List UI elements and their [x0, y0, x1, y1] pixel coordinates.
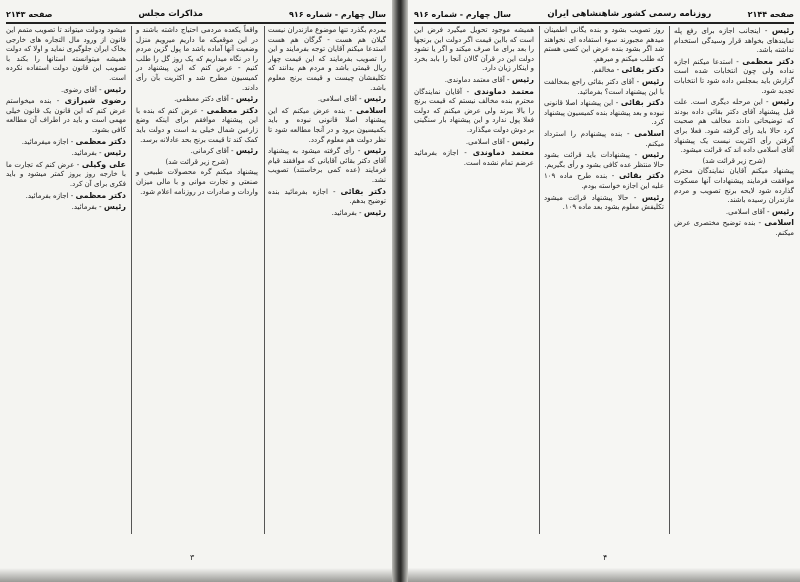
paragraph-text: واقعاً یکعده مردمی احتیاج داشته باشند و در این موقعیکه ما داریم میرویم منزل وضعیت آنها آماده باشد ما پول گزین مردم را در نگاه میداریم که یک روز گل را طلب کنیم - عرض کنم که این پیشنهاد در کمیسیون مطرح شد و اکثریت بآن رأی دادند. — [136, 26, 258, 92]
paragraph — [414, 75, 534, 86]
issue-number: سال چهارم - شماره ۹۱۶ — [414, 9, 512, 19]
paragraph-text: - این پیشنهاد اصلا قانونی نبوده و بعد پیشنهاد بنده کمیسیون پیشنهاد کرد. — [544, 99, 664, 127]
speaker-name: رئیس — [103, 148, 126, 158]
left-page — [0, 0, 392, 582]
paragraph-text: - آقای کرمانی. — [190, 147, 234, 156]
section-title: مذاکرات مجلس — [138, 9, 204, 19]
paragraph — [674, 207, 794, 218]
paragraph-text: - آقای دکتر بقائی راجع بمخالفت با این پیشنهاد است؟ بفرمائید. — [544, 77, 664, 96]
newspaper-title: روزنامه رسمی کشور شاهنشاهی ایران — [547, 9, 712, 19]
speaker-name: رئیس — [641, 150, 664, 160]
speaker-name: دکتر بقائی — [340, 186, 386, 196]
speaker-name: دکتر معظمی — [206, 105, 258, 115]
column — [6, 26, 126, 214]
paragraph — [6, 26, 126, 84]
paragraph — [136, 168, 258, 197]
paragraph — [6, 148, 126, 159]
paragraph-text: - بنده میخواستم عرض کنم که این قانون یک قانون خیلی مهمی است و باید در اطراف آن مطالعه کافی بشود. — [6, 97, 126, 134]
paragraph — [6, 137, 126, 148]
column-divider — [669, 26, 670, 534]
paragraph-text: (شرح زیر قرائت شد) — [165, 157, 229, 166]
paragraph — [674, 157, 794, 167]
paragraph-text: میشود ودولت میتواند تا تصویب متمم این قانون از ورود مال التجاره های خارجی بخاک ایران جلوگیری نماید و اولا که دولت همیشه میتوانسته استانها را بکند با تصویب این قانون دولت استفاده نکرده است. — [6, 26, 126, 82]
paragraph — [414, 148, 534, 168]
column — [544, 26, 664, 214]
paragraph — [674, 57, 794, 96]
paragraph-text: - بنده طرح ماده ۱۰۹ علیه این اجازه خواسته بودم. — [544, 172, 664, 190]
paragraph — [674, 218, 794, 238]
paragraph — [6, 160, 126, 190]
speaker-name: رضوی شیرازی — [64, 96, 126, 106]
paragraph-text: - آقای معتمد دماوندی. — [444, 75, 510, 84]
paragraph — [268, 94, 386, 105]
paragraph — [6, 202, 126, 213]
paragraph — [674, 26, 794, 56]
paragraph — [544, 77, 664, 97]
paragraph — [136, 94, 258, 105]
book-spine — [392, 0, 408, 582]
paragraph-text: - بفرمائید. — [331, 208, 362, 217]
paragraph-text: - اجازه بفرمائید. — [25, 191, 74, 200]
speaker-name: دکتر معظمی — [75, 190, 126, 200]
speaker-name: رئیس — [103, 84, 126, 94]
speaker-name: رئیس — [235, 146, 258, 156]
speaker-name: رئیس — [235, 94, 258, 104]
paragraph-text: - بفرمائید. — [71, 203, 102, 212]
paragraph-text: - بنده پیشنهادم را استرداد میکنم. — [544, 129, 664, 148]
right-page — [408, 0, 800, 582]
paragraph-text: - آقایان نمایندگان محترم بنده مخالف نیستم که قیمت برنج را بالا ببرند ولی عرض میکنم که دولت فعلا پول ندارد و این پیشنهاد بار سنگینی بر دوش دولت میگذارد. — [414, 87, 534, 134]
speaker-name: دکتر معظمی — [742, 56, 794, 66]
paragraph — [268, 208, 386, 219]
speaker-name: دکتر بقائی — [618, 171, 664, 181]
paragraph — [544, 171, 664, 191]
paragraph — [268, 146, 386, 185]
paragraph — [544, 65, 664, 76]
paragraph — [674, 167, 794, 205]
paragraph-text: - بنده توضیح مختصری عرض میکنم. — [674, 219, 794, 237]
paragraph-text: - رأی گرفته میشود به پیشنهاد آقای دکتر بقائی آقایانی که موافقند قیام فرمایند (عده کمی برخاستند) تصویب نشد. — [268, 147, 386, 184]
speaker-name: اسلامی — [764, 218, 794, 228]
paragraph — [268, 187, 386, 207]
paragraph-text: - آقای اسلامی. — [317, 95, 362, 104]
column — [674, 26, 794, 239]
column — [414, 26, 534, 169]
paragraph — [268, 106, 386, 145]
speaker-name: رئیس — [771, 26, 794, 35]
paragraph-text: - استدعا میکنم اجازه نداده ولی چون انتخابات شده است گزارش باید بمجلس داده شود تا انتخابات تجدید شود. — [674, 57, 794, 95]
paragraph — [6, 191, 126, 202]
paragraph-text: - اجازه بفرمائید بنده توضیح بدهم. — [268, 187, 386, 206]
paragraph-text: روز تصویب بشود و بنده یگانی اطمینان میدهم مجبورند سوء استفاده ای نخواهند شد اگر بشود بنده عرض این کسی هستم که طلب میکنم و میرهم. — [544, 26, 664, 63]
speaker-name: رئیس — [363, 207, 386, 217]
paragraph-text: - آقای اسلامی. — [465, 137, 510, 146]
paragraph-text: - عرض کنم که تجارت ما با خارجه روز بروز کمتر میشود و باید فکری برای آن کرد. — [6, 160, 126, 188]
speaker-name: رئیس — [511, 136, 534, 146]
speaker-name: رئیس — [641, 192, 664, 202]
speaker-name: دکتر معظمی — [75, 136, 126, 146]
folio: ۴ — [603, 553, 608, 562]
paragraph — [544, 98, 664, 128]
speaker-name: اسلامی — [356, 105, 386, 115]
speaker-name: اسلامی — [634, 128, 664, 138]
column-divider — [264, 26, 265, 534]
speaker-name: دکتر بقائی — [621, 65, 664, 75]
speaker-name: دکتر بقائی — [620, 98, 664, 108]
paragraph-text: - حالا پیشنهاد قرائت میشود تکلیفش معلوم بشود بعد ماده ۱۰۹. — [544, 193, 664, 212]
paragraph — [414, 26, 534, 74]
paragraph-text: - مخالفم. — [591, 66, 620, 75]
paragraph — [544, 193, 664, 213]
column — [268, 26, 386, 219]
page-header — [6, 6, 386, 24]
column-divider — [131, 26, 132, 534]
speaker-name: معتمد دماوندی — [472, 148, 534, 158]
paragraph-text: - آقای رضوی. — [61, 85, 102, 94]
speaker-name: رئیس — [363, 146, 387, 156]
column — [136, 26, 258, 198]
speaker-name: معتمد دماوندی — [473, 86, 535, 96]
paragraph-text: - اینجانب اجازه برای رفع پله نمایندهای بخواهد قرار وسیدگی استخدام نداشته باشد. — [674, 27, 794, 55]
page-header — [414, 6, 794, 24]
paragraph-text: - آقای دکتر معظمی. — [174, 95, 234, 104]
paragraph-text: - این مرحله دیگری است. علت قبل پیشنهاد آقای دکتر بقائی داده بودند که توضیحاتی دادند مخالف هم صحبت کرد حالا باید رأی گرفته شود. فعلا برای گرفتن رأی اکثریت نیست یک پیشنهاد آقای اسلامی داده اند که قرائت میشود. — [674, 98, 794, 155]
speaker-name: رئیس — [641, 76, 664, 86]
paragraph — [268, 26, 386, 93]
paragraph-text: - بنده عرض میکنم که این پیشنهاد اصلا قانونی نبوده و باید بکمیسیون برود و در آنجا مطالعه شود تا نظر دولت هم معلوم گردد. — [268, 106, 386, 144]
paragraph-text: پیشنهاد میکنم گره محصولات طبیعی و صنعتی و تجارت موانی و با مالی میزان واردات و صادرات در روزنامه اعلام شود. — [136, 168, 258, 196]
speaker-name: علی وکیلی — [81, 159, 127, 169]
paragraph-text: پیشنهاد میکنم آقایان نمایندگان محترم موافقت فرمایند پیشنهادات آنها مسکوت گذارده شود لایحه برنج تصویب و مردم مازندران رسیده باشند. — [674, 167, 794, 205]
paragraph — [544, 26, 664, 64]
paragraph — [136, 106, 258, 145]
page-edge — [408, 568, 800, 582]
issue-number: سال چهارم - شماره ۹۱۶ — [288, 9, 386, 19]
paragraph — [136, 26, 258, 93]
speaker-name: رئیس — [363, 94, 386, 104]
speaker-name: رئیس — [511, 74, 534, 84]
speaker-name: رئیس — [771, 97, 794, 107]
paragraph — [6, 96, 126, 135]
paragraph — [6, 85, 126, 96]
paragraph — [674, 97, 794, 156]
speaker-name: رئیس — [771, 206, 794, 216]
paragraph-text: - اجازه بفرمائید عرضم تمام نشده است. — [414, 149, 534, 167]
column-divider — [539, 26, 540, 534]
paragraph — [544, 150, 664, 170]
paragraph-text: بمردم بگذرد تنها موضوع مازندران نیست گیلان هم هست - گرگان هم هست استدعا میکنم آقایان توجه بفرمایند و این را تصویب بفرمایند که این قیمت چهار ریال قیمتی باشد و مردم هم بدانند که تکلیفشان چیست و قیمت برنج معلوم باشد. — [268, 26, 386, 92]
paragraph — [136, 146, 258, 157]
paragraph — [414, 137, 534, 148]
paragraph — [136, 158, 258, 168]
paragraph-text: - پیشنهادات باید قرائت بشود حالا منتظر عده کافی بشود و رأی بگیریم. — [544, 151, 664, 169]
page-number: صفحه ۲۱۴۴ — [747, 9, 794, 19]
paragraph-text: - اجازه میفرمائید. — [21, 137, 74, 146]
paragraph-text: (شرح زیر قرائت شد) — [702, 156, 766, 165]
page-number: صفحه ۲۱۴۳ — [6, 9, 53, 19]
paragraph-text: - بفرمائید. — [71, 149, 102, 158]
speaker-name: رئیس — [103, 202, 126, 212]
paragraph-text: - عرض کنم که بنده با این پیشنهاد موافقم برای اینکه وضع زارعین شمال خیلی بد است و دولت باید کمک کند تا قیمت برنج بحد عادلانه برسد. — [136, 106, 258, 144]
page-edge — [0, 568, 392, 582]
paragraph — [414, 87, 534, 136]
folio: ۳ — [190, 553, 195, 562]
paragraph-text: همیشه موجود تحویل میگیرد فرض این است که بااین قیمت اگر دولت این برنجها را بعد برای ما صرف میکند و اگر یا نشود دولت این در قرآن گالان آنجا را بابد بخرد و اینکار زیان دارد. — [414, 26, 534, 73]
paragraph-text: - آقای اسلامی. — [725, 207, 770, 216]
paragraph — [544, 129, 664, 149]
